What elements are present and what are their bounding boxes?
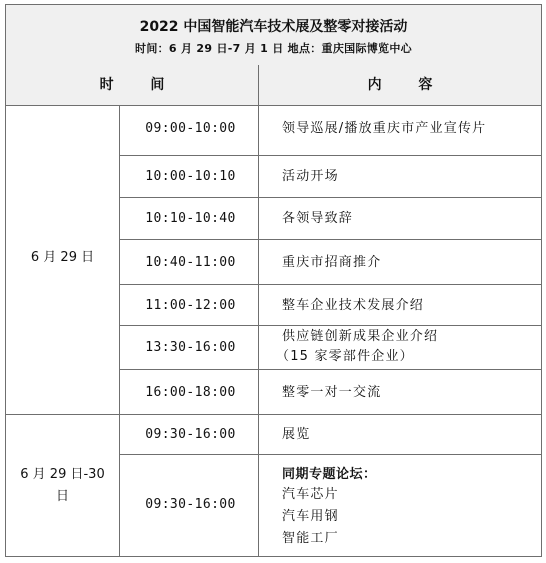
date-cell: 6 月 29 日-30 [20, 467, 105, 482]
column-header-content: 内 容 [367, 77, 449, 93]
forum-topic: 汽车用钢 [282, 509, 339, 524]
date-cell: 6 月 29 日 [30, 250, 95, 265]
forum-topic: 汽车芯片 [282, 487, 339, 502]
content-cell-line2: （15 家零部件企业） [276, 349, 414, 364]
time-cell: 09:30-16:00 [145, 497, 236, 512]
grid-line [119, 155, 541, 156]
time-cell: 10:40-11:00 [145, 255, 236, 270]
grid-line [119, 284, 541, 285]
grid-line [119, 197, 541, 198]
grid-line [119, 239, 541, 240]
content-cell: 供应链创新成果企业介绍 [282, 329, 439, 344]
content-cell: 整车企业技术发展介绍 [282, 298, 425, 313]
cropped-text-remnant [260, 557, 540, 563]
forum-heading: 同期专题论坛： [282, 467, 377, 482]
grid-line [119, 325, 541, 326]
content-cell: 重庆市招商推介 [282, 255, 382, 270]
table-header-row [6, 65, 541, 106]
time-cell: 11:00-12:00 [145, 298, 236, 313]
table-title-block [6, 5, 541, 66]
grid-line [6, 414, 541, 415]
event-time-location: 时间：6 月 29 日-7 月 1 日 地点：重庆国际博览中心 [135, 42, 412, 55]
event-title: 2022 中国智能汽车技术展及整零对接活动 [139, 19, 408, 35]
column-header-time: 时 间 [99, 77, 181, 93]
content-cell: 活动开场 [282, 169, 339, 184]
content-cell: 领导巡展/播放重庆市产业宣传片 [282, 121, 487, 136]
time-cell: 16:00-18:00 [145, 385, 236, 400]
content-cell: 展览 [282, 427, 311, 442]
time-cell: 09:00-10:00 [145, 121, 236, 136]
time-cell: 13:30-16:00 [145, 340, 236, 355]
grid-line [119, 369, 541, 370]
time-cell: 09:30-16:00 [145, 427, 236, 442]
date-cell-line2: 日 [55, 489, 69, 504]
time-cell: 10:00-10:10 [145, 169, 236, 184]
schedule-table [5, 4, 542, 557]
content-cell: 各领导致辞 [282, 211, 354, 226]
time-cell: 10:10-10:40 [145, 211, 236, 226]
forum-topic: 智能工厂 [282, 531, 339, 546]
grid-line [119, 454, 541, 455]
content-cell: 整零一对一交流 [282, 385, 382, 400]
